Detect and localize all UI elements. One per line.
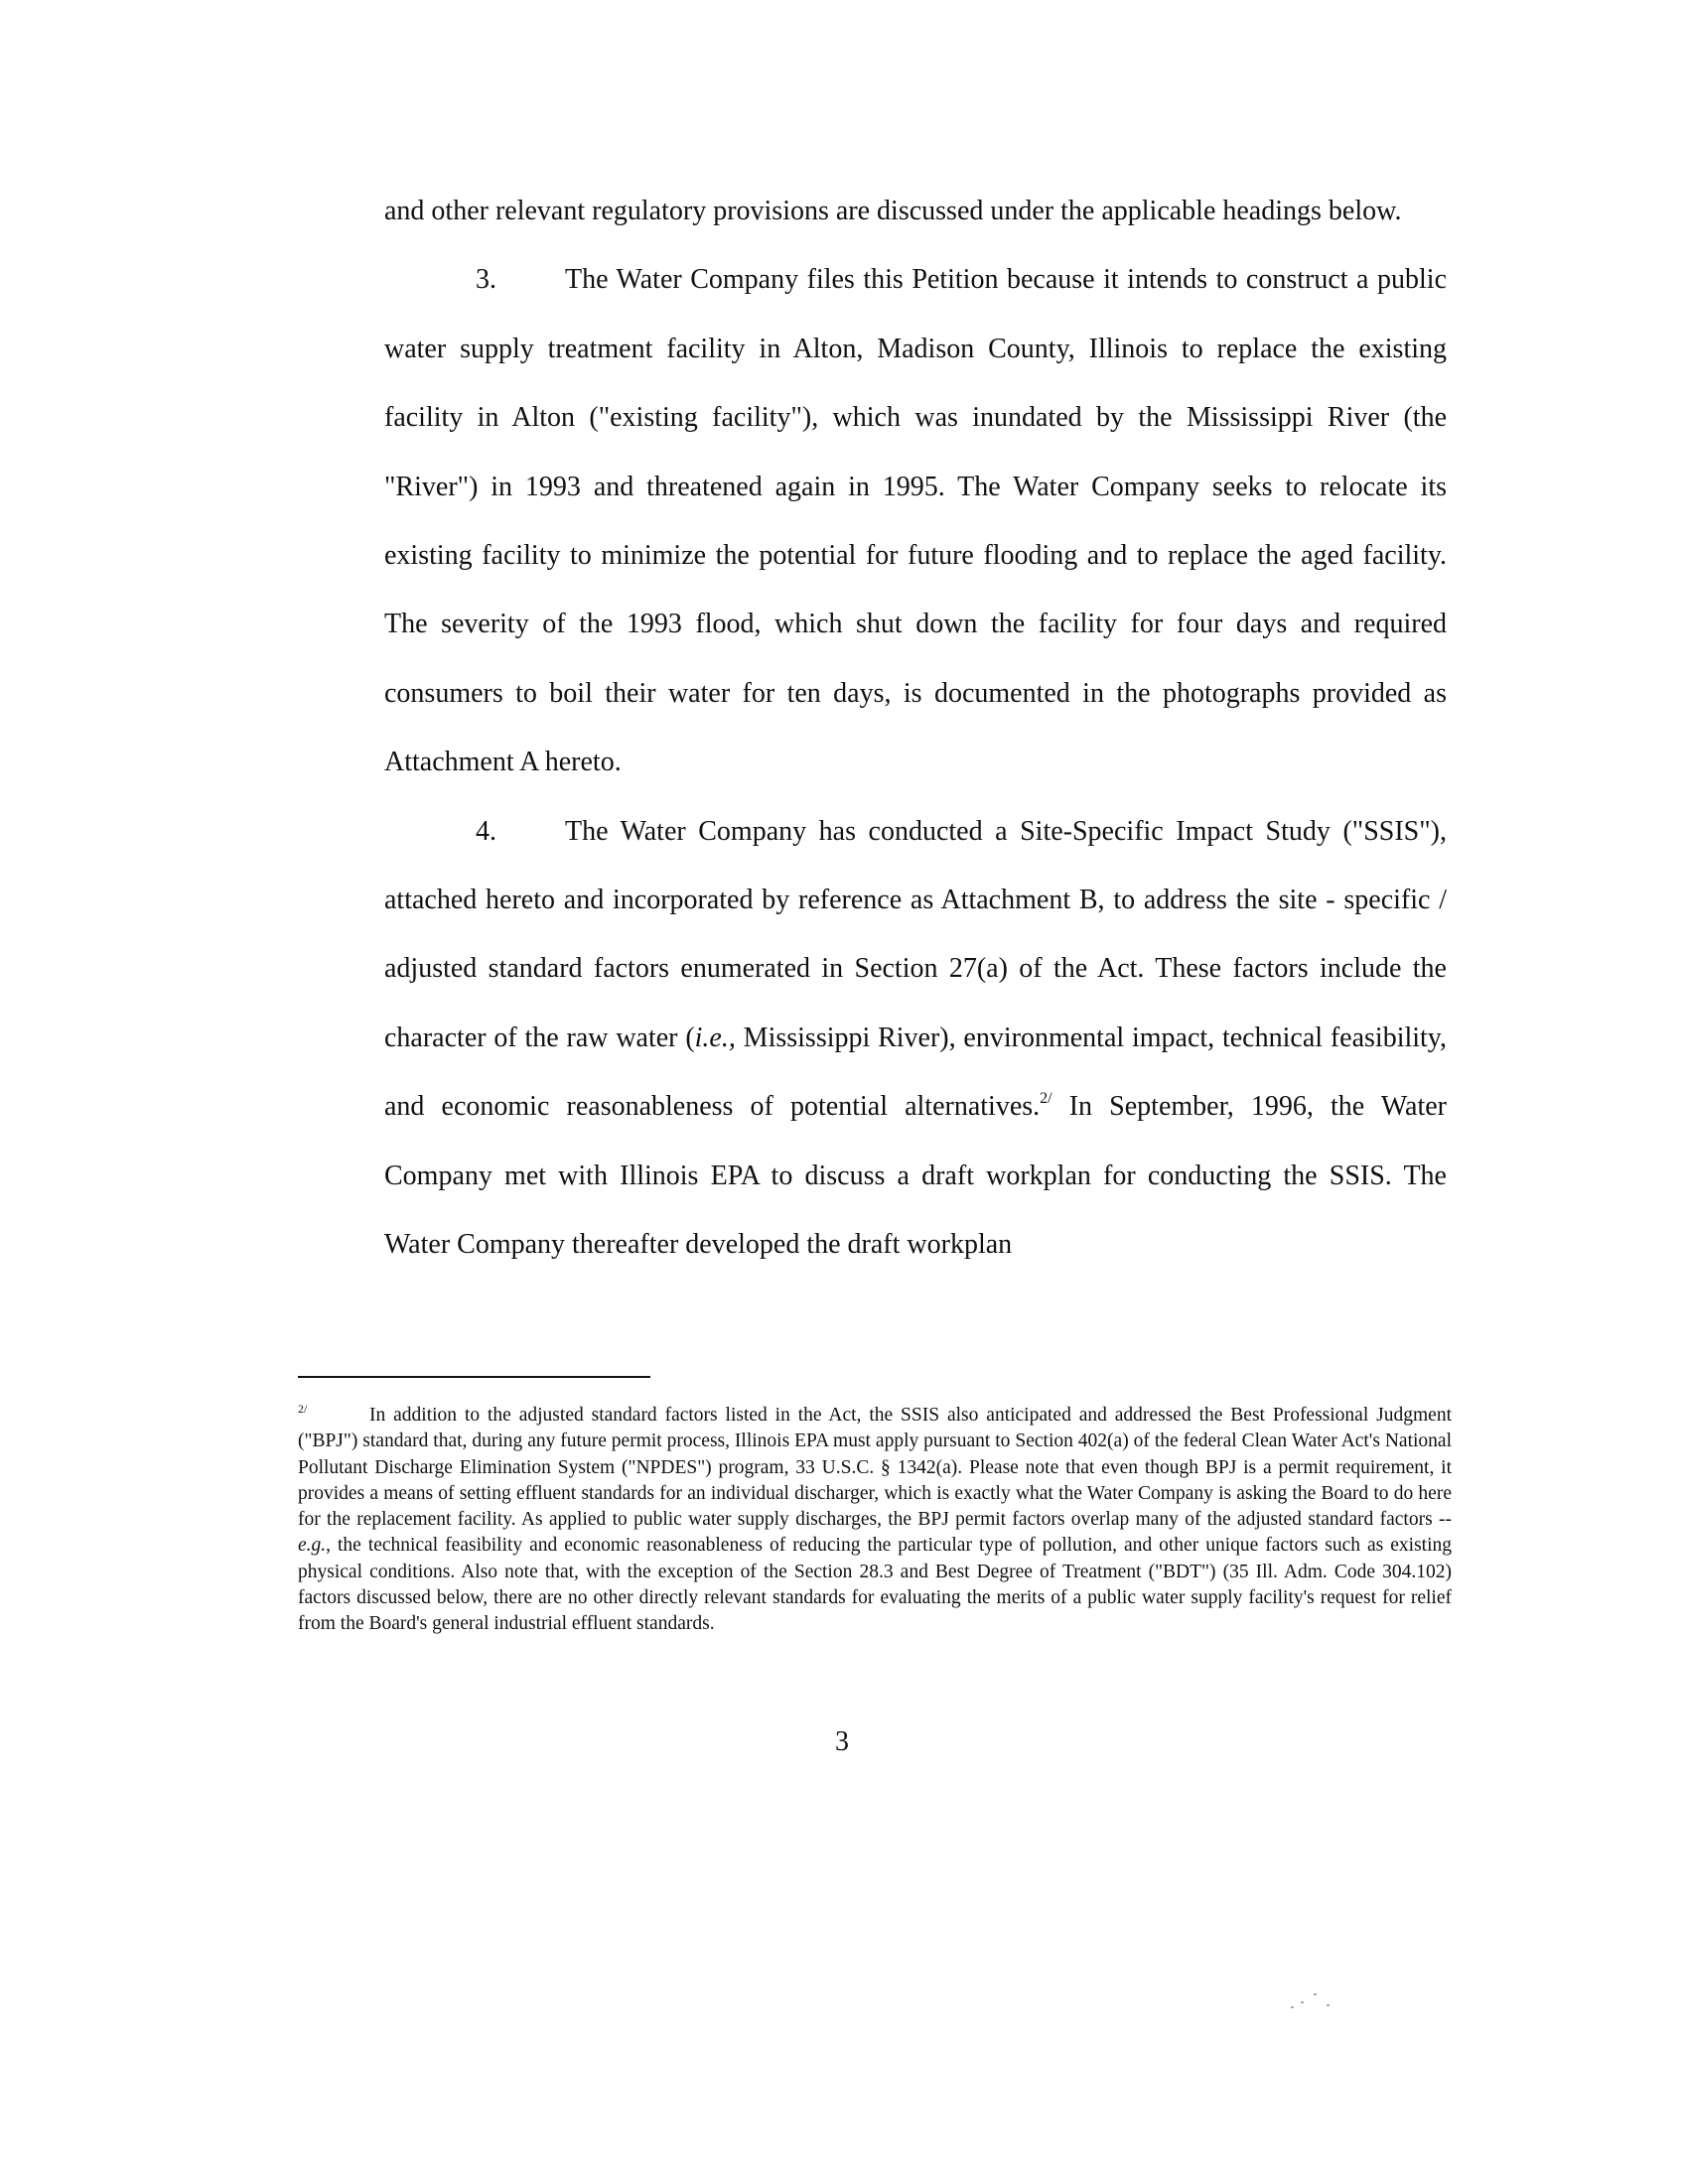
scan-speck [1291, 2006, 1294, 2008]
italic-ie: i.e., [694, 1022, 736, 1053]
paragraph-text: The Water Company has conducted a Site-Specific Impact Study ("SSIS"), attached hereto and incorporated by reference as Attachment B, to address the site - specific / adjusted standard factors enumerated in Section 27(a) of the Act. These factors include the character of the raw water ( [384, 815, 1447, 1053]
page-number: 3 [835, 1726, 849, 1757]
paragraph-text: Mississippi River), environmental impact, technical feasibility, and economic reasonableness of potential alternatives. [384, 1022, 1447, 1123]
paragraph-number: 4. [476, 815, 496, 847]
footnote: 2/ In addition to the adjusted standard factors listed in the Act, the SSIS also anticipated and addressed the Best Professional Judgment ("BPJ") standard that, during any future permit process, Illinois EPA must apply pursuant to Section 402(a) of the federal Clean Water Act's National Pollutant Discharge Elimination System ("NPDES") program, 33 U.S.C. § 1342(a). Please note that even though BPJ is a permit requirement, it provides a means of setting effluent standards for an individual discharger, which is exactly what the Water Company is asking the Board to do here for the replacement facility. As applied to public water supply discharges, the BPJ permit factors overlap many of the adjusted standard factors -- e.g., the technical feasibility and economic reasonableness of reducing the particular type of pollution, and other unique factors such as existing physical conditions. Also note that, with the exception of the Section 28.3 and Best Degree of Treatment ("BDT") (35 Ill. Adm. Code 304.102) factors discussed below, there are no other directly relevant standards for evaluating the merits of a public water supply facility's request for relief from the Board's general industrial effluent standards. [298, 1402, 1452, 1635]
paragraph-continuation: and other relevant regulatory provisions are discussed under the applicable headings below. [384, 196, 1402, 226]
scan-speck [1314, 1993, 1317, 1995]
paragraph-number: 3. [476, 264, 496, 296]
paragraph-text: The Water Company files this Petition because it intends to construct a public water supply treatment facility in Alton, Madison County, Illinois to replace the existing facility in Alton ("existing facility"), which was inundated by the Mississippi River (the "River") in 1993 and threatened again in 1995. The Water Company seeks to relocate its existing facility to minimize the potential for future flooding and to replace the aged facility. The severity of the 1993 flood, which shut down the facility for four days and required consumers to boil their water for ten days, is documented in the photographs provided as Attachment A hereto. [384, 264, 1447, 778]
scan-speck [1327, 2004, 1330, 2006]
footnote-text: In addition to the adjusted standard factors listed in the Act, the SSIS also anticipated and addressed the Best Professional Judgment ("BPJ") standard that, during any future permit process, Illinois EPA must apply pursuant to Section 402(a) of the federal Clean Water Act's National Pollutant Discharge Elimination System ("NPDES") program, 33 U.S.C. § 1342(a). Please note that even though BPJ is a permit requirement, it provides a means of setting effluent standards for an individual discharger, which is exactly what the Water Company is asking the Board to do here for the replacement facility. As applied to public water supply discharges, the BPJ permit factors overlap many of the adjusted standard factors -- [298, 1405, 1452, 1531]
paragraph-4 [384, 797, 1447, 1280]
paragraph-text: In September, 1996, the Water Company met with Illinois EPA to discuss a draft workplan for conducting the SSIS. The Water Company thereafter developed the draft workplan [384, 1091, 1447, 1261]
italic-eg: e.g. [298, 1535, 327, 1557]
scan-speck [1301, 2001, 1304, 2003]
footnote-text: , the technical feasibility and economic reasonableness of reducing the particular type of pollution, and other unique factors such as existing physical conditions. Also note that, with the exception of the Section 28.3 and Best Degree of Treatment ("BDT") (35 Ill. Adm. Code 304.102) factors discussed below, there are no other directly relevant standards for evaluating the merits of a public water supply facility's request for relief from the Board's general industrial effluent standards. [298, 1535, 1452, 1635]
footnote-divider [298, 1376, 650, 1378]
body-text [384, 177, 1447, 1280]
paragraph-3 [384, 245, 1447, 796]
footnote-reference[interactable]: 2/ [1040, 1090, 1052, 1108]
